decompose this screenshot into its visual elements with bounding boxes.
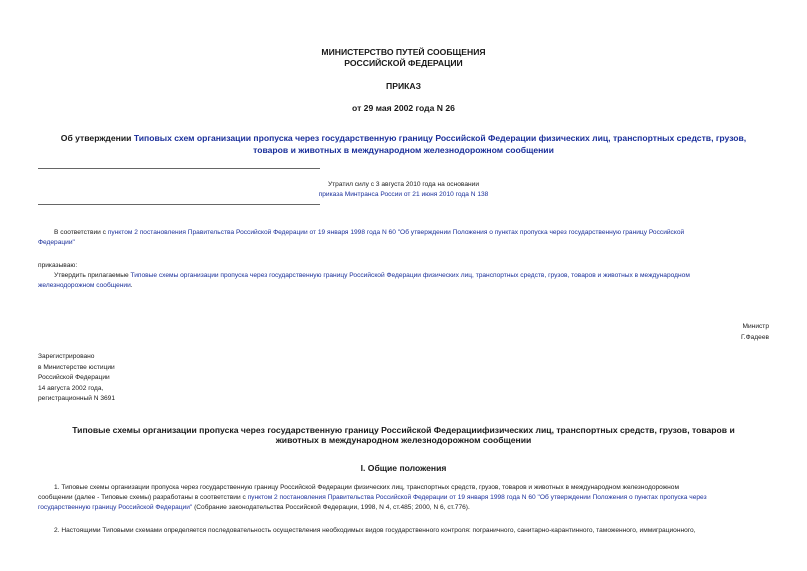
approve-prefix: Утвердить прилагаемые: [54, 272, 131, 279]
minister-name: Г.Фадеев: [741, 334, 769, 341]
status-note-link[interactable]: приказа Минтранса России от 21 июня 2010 года N 138: [318, 191, 489, 198]
status-note-text: Утратил силу с 3 августа 2010 года на основании: [327, 181, 480, 188]
document-title-line-1: [0, 133, 807, 143]
preamble-paragraph: [38, 228, 769, 239]
approve-link[interactable]: Типовые схемы организации пропуска через государственную границу Российской Федерации физических лиц, транспортных средств, грузов, товаров и животных в международном: [130, 272, 690, 279]
title-link-continuation[interactable]: товаров и животных в международном железнодорожном сообщении: [253, 145, 554, 155]
clause-1-line-3: государственную границу Российской Федерации" (Собрание законодательства Российской Федерации, 1998, N 4, ст.485; 2000, N 6, ст.776).: [38, 504, 470, 511]
divider-top: [38, 168, 320, 169]
appendix-title-line-1: Типовые схемы организации пропуска через государственную границу Российской Федерациифизических лиц, транспортных средств, грузов, товаров и: [72, 425, 735, 435]
preamble-link[interactable]: пунктом 2 постановления Правительства Российской Федерации от 19 января 1998 года N 60 "Об утверждении Положения о пунктах пропуска через государственную границу Российской: [107, 229, 685, 236]
minister-title: Министр: [742, 323, 769, 330]
clause-1-link-continuation[interactable]: государственную границу Российской Федерации": [38, 504, 193, 511]
preamble-prefix: В соответствии с: [54, 229, 108, 236]
document-type: ПРИКАЗ: [386, 81, 421, 91]
clause-1-line-1: 1. Типовые схемы организации пропуска через государственную границу Российской Федерации физических лиц, транспортных средств, грузов, товаров и животных в международном железнодорожном: [54, 484, 680, 491]
registration-line: 14 августа 2002 года,: [38, 384, 104, 392]
document-date-number: от 29 мая 2002 года N 26: [352, 103, 455, 113]
registration-block: [38, 352, 115, 405]
section-heading: I. Общие положения: [360, 463, 447, 473]
ministry-line-2: РОССИЙСКОЙ ФЕДЕРАЦИИ: [344, 58, 463, 68]
ministry-line-1: МИНИСТЕРСТВО ПУТЕЙ СООБЩЕНИЯ: [321, 47, 486, 57]
divider-bottom: [38, 204, 320, 205]
clause-1-line-2: сообщении (далее - Типовые схемы) разработаны в соответствии с пунктом 2 постановления Правительства Российской Федерации от 19 января 1998 года N 60 "Об утверждении Положения о пунктах пропуска через: [38, 494, 707, 501]
preamble-paragraph-end: [38, 238, 769, 249]
appendix-title-line-2: животных в международном железнодорожном сообщении: [275, 435, 532, 445]
clause-1-link[interactable]: пунктом 2 постановления Правительства Российской Федерации от 19 января 1998 года N 60 "Об утверждении Положения о пунктах пропуска через: [247, 494, 707, 501]
registration-line: Зарегистрировано: [38, 353, 95, 360]
preamble-link-continuation[interactable]: Федерации": [38, 239, 75, 246]
registration-line: регистрационный N 3691: [38, 395, 116, 403]
title-prefix: Об утверждении: [60, 133, 134, 143]
registration-line: в Министерстве юстиции: [38, 363, 115, 371]
title-link[interactable]: Типовых схем организации пропуска через государственную границу Российской Федерации физических лиц, транспортных средств, грузов,: [133, 133, 747, 143]
clause-2-line-1: 2. Настоящими Типовыми схемами определяется последовательность осуществления необходимых видов государственного контроля: пограничного, санитарно-карантинного, таможенного, иммиграционного,: [54, 527, 696, 534]
registration-line: Российской Федерации: [38, 374, 110, 382]
document-title-line-2: [0, 145, 807, 155]
approve-paragraph-end: железнодорожном сообщении.: [38, 282, 133, 289]
approve-link-continuation[interactable]: железнодорожном сообщении: [38, 282, 131, 289]
orders-word: приказываю:: [38, 262, 78, 269]
approve-paragraph: [38, 271, 769, 282]
